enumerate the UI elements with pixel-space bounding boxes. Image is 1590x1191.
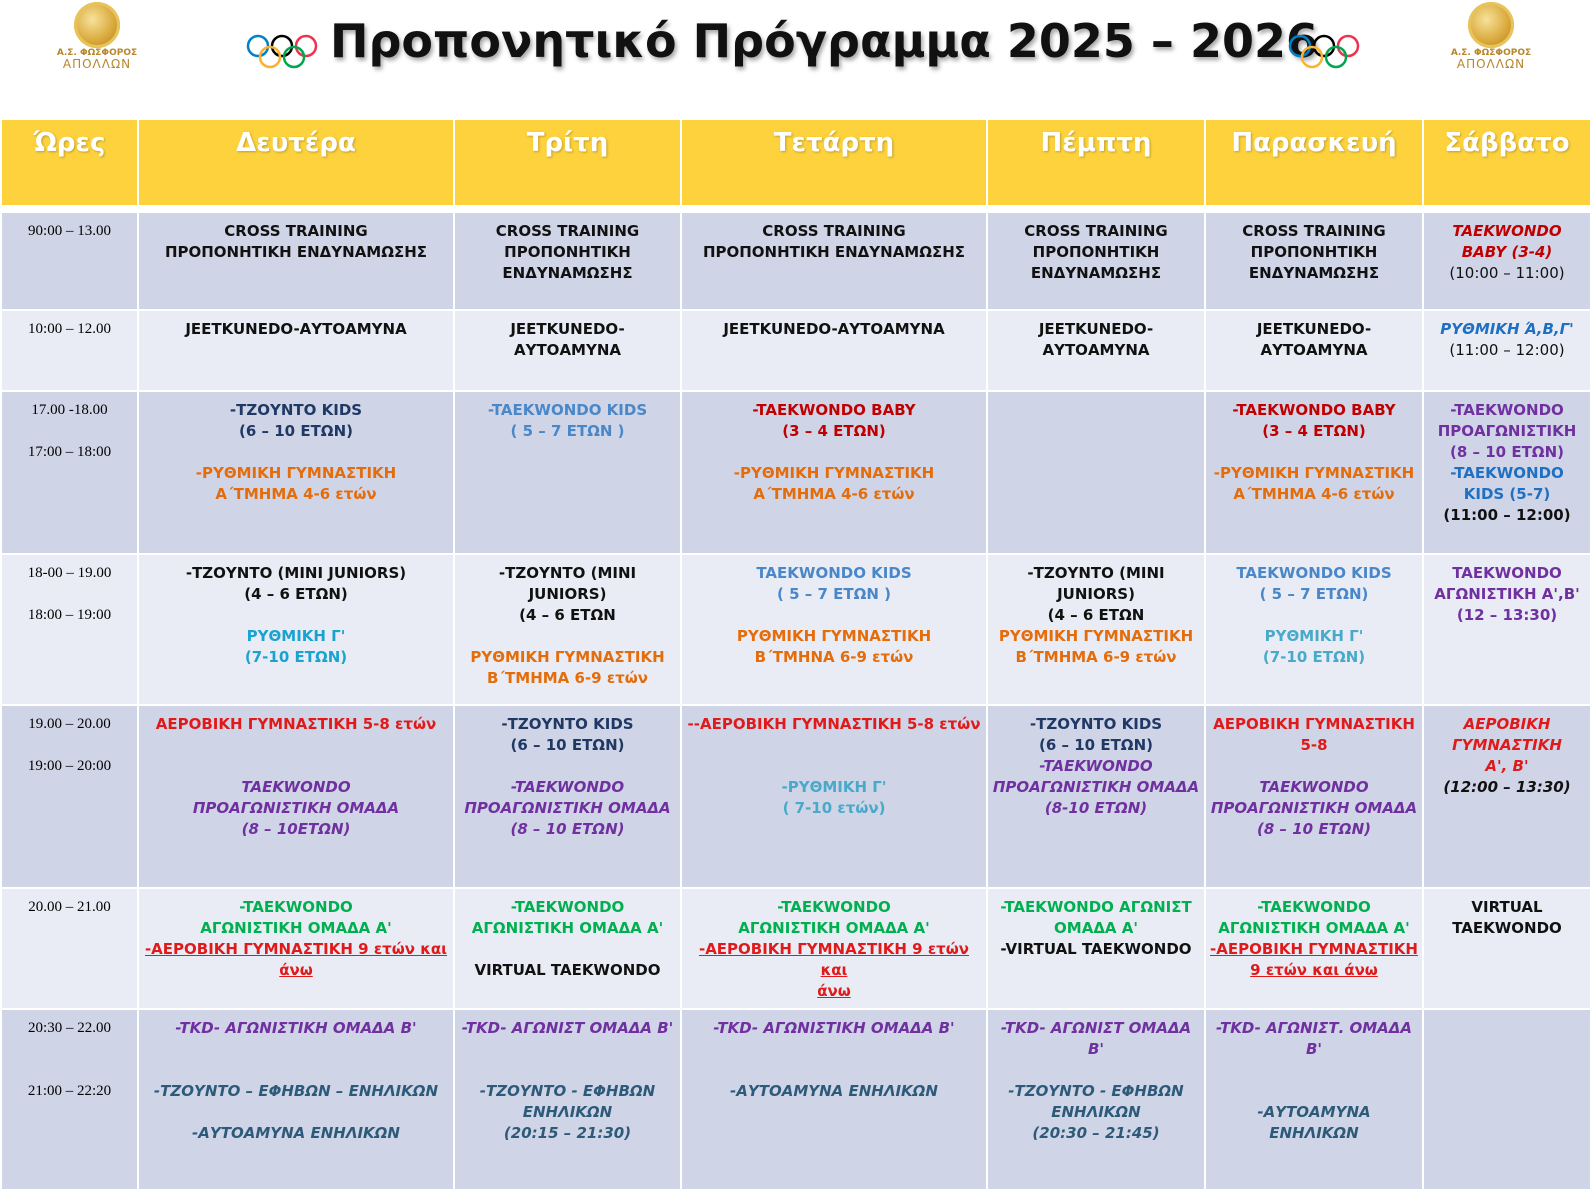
class-text: (10:00 – 11:00) xyxy=(1449,263,1565,282)
class-text: (8 – 10 ΕΤΩΝ) xyxy=(510,819,625,838)
class-text: TAEKWONDO xyxy=(1452,918,1562,937)
schedule-cell xyxy=(138,888,454,1009)
class-text: CROSS TRAINING xyxy=(1242,221,1386,240)
schedule-cell xyxy=(1205,705,1423,888)
class-text: ΡΥΘΜΙΚΗ Γ' xyxy=(246,626,346,645)
schedule-cell xyxy=(454,554,681,705)
schedule-cell xyxy=(987,1009,1205,1190)
table-row xyxy=(1,212,1590,311)
class-text: Α΄ΤΜΗΜΑ 4-6 ετών xyxy=(1233,484,1395,503)
class-text: ΠΡΟΑΓΩΝΙΣΤΙΚΗ ΟΜΑΔΑ xyxy=(992,777,1200,796)
class-text: (11:00 – 12:00) xyxy=(1449,341,1565,360)
class-text: JEETKUNEDO- xyxy=(1038,320,1154,339)
class-text: JEETKUNEDO- xyxy=(1256,320,1372,339)
class-text: -TAEKWONDO BABY xyxy=(752,400,916,419)
class-text: ΠΡΟΠΟΝΗΤΙΚΗ xyxy=(1032,242,1160,261)
class-text: -ΑΥΤΟΑΜΥΝΑ xyxy=(1257,1102,1371,1121)
schedule-cell xyxy=(681,554,987,705)
class-text: ΕΝΔΥΝΑΜΩΣΗΣ xyxy=(1030,263,1162,282)
time-text: 90:00 – 13.00 xyxy=(28,222,111,239)
time-cell xyxy=(1,1009,138,1190)
class-text: -TAEKWONDO xyxy=(510,777,625,796)
class-text: -TAEKWONDO ΑΓΩΝΙΣΤ xyxy=(1000,897,1192,916)
class-text: -ΤΖΟΥΝΤΟ KIDS xyxy=(1029,714,1163,733)
class-text: ΑΥΤΟΑΜΥΝΑ xyxy=(513,341,621,360)
time-text: 18:00 – 19:00 xyxy=(27,606,112,623)
time-cell xyxy=(1,212,138,311)
page-title: Προπονητικό Πρόγραμμα 2025 – 2026 xyxy=(330,14,1318,68)
logo-caption-left: Α.Σ. ΦΩΣΦΟΡΟΣ xyxy=(56,48,138,58)
class-text: (4 – 6 ΕΤΩΝ) xyxy=(244,584,348,603)
schedule-cell xyxy=(681,1009,987,1190)
class-text: -TKD- ΑΓΩΝΙΣΤ. ΟΜΑΔΑ xyxy=(1215,1018,1412,1037)
class-text: 5-8 xyxy=(1300,735,1328,754)
olympic-rings-icon xyxy=(246,32,318,72)
club-logo-icon xyxy=(1468,2,1514,48)
schedule-cell xyxy=(1205,1009,1423,1190)
logo-name-left: ΑΠΟΛΛΩΝ xyxy=(62,57,132,71)
col-header-friday: Παρασκευή xyxy=(1205,119,1423,206)
class-text: -TAEKWONDO xyxy=(510,897,625,916)
col-header-thursday: Πέμπτη xyxy=(987,119,1205,206)
col-header-monday: Δευτέρα xyxy=(138,119,454,206)
class-text: ΠΡΟΠΟΝΗΤΙΚΗ xyxy=(1250,242,1378,261)
class-text: Α΄ΤΜΗΜΑ 4-6 ετών xyxy=(753,484,915,503)
class-text: ΑΓΩΝΙΣΤΙΚΗ ΟΜΑΔΑ Α' xyxy=(1218,918,1410,937)
schedule-table xyxy=(0,118,1590,1191)
schedule-cell xyxy=(1205,554,1423,705)
table-row xyxy=(1,391,1590,554)
col-header-wednesday: Τετάρτη xyxy=(681,119,987,206)
time-text: 17:00 – 18:00 xyxy=(27,443,112,460)
time-cell xyxy=(1,554,138,705)
schedule-cell xyxy=(1423,705,1590,888)
class-text: (8 – 10 ΕΤΩΝ) xyxy=(1257,819,1371,838)
page-header xyxy=(0,0,1590,118)
class-text: (8 – 10ΕΤΩΝ) xyxy=(241,819,351,838)
class-text: -TAEKWONDO BABY xyxy=(1232,400,1396,419)
class-text: Α', Β' xyxy=(1485,756,1529,775)
class-text: ΠΡΟΠΟΝΗΤΙΚΗ ΕΝΔΥΝΑΜΩΣΗΣ xyxy=(702,242,966,261)
class-text: ΠΡΟΑΓΩΝΙΣΤΙΚΗ ΟΜΑΔΑ xyxy=(464,798,671,817)
class-text: -TAEKWONDO xyxy=(1450,400,1564,419)
class-text: -ΤΖΟΥΝΤΟ KIDS xyxy=(501,714,634,733)
class-text: -ΤΖΟΥΝΤΟ (MINI xyxy=(1027,563,1165,582)
class-text: TAEKWONDO KIDS xyxy=(756,563,912,582)
class-text: -ΡΥΘΜΙΚΗ ΓΥΜΝΑΣΤΙΚΗ xyxy=(195,463,397,482)
schedule-cell xyxy=(138,391,454,554)
club-logo-icon xyxy=(74,2,120,48)
class-text: (6 – 10 ΕΤΩΝ) xyxy=(239,421,353,440)
class-text: -ΤΖΟΥΝΤΟ - ΕΦΗΒΩΝ xyxy=(479,1081,656,1100)
class-text: -TAEKWONDO xyxy=(239,897,353,916)
table-row xyxy=(1,1009,1590,1190)
schedule-cell xyxy=(454,391,681,554)
club-logo-left xyxy=(58,2,136,72)
club-logo-right xyxy=(1452,2,1530,72)
class-text: Β' xyxy=(1087,1039,1105,1058)
class-text: Β' xyxy=(1305,1039,1323,1058)
class-text: ( 5 – 7 ΕΤΩΝ) xyxy=(1259,584,1369,603)
class-text: ΕΝΗΛΙΚΩΝ xyxy=(1269,1123,1359,1142)
schedule-cell xyxy=(681,888,987,1009)
class-text: -TAEKWONDO xyxy=(1257,897,1371,916)
class-text: ΡΥΘΜΙΚΗ Ά,Β,Γ' xyxy=(1440,320,1574,339)
time-text: 17.00 -18.00 xyxy=(31,401,108,418)
class-text: ΡΥΘΜΙΚΗ Γ' xyxy=(1264,626,1364,645)
class-text: -TKD- ΑΓΩΝΙΣΤΙΚΗ ΟΜΑΔΑ Β' xyxy=(713,1018,955,1037)
class-text: KIDS (5-7) xyxy=(1463,484,1551,503)
schedule-cell xyxy=(1423,212,1590,311)
class-text: Β΄ΤΜΗΝΑ 6-9 ετών xyxy=(754,647,914,666)
class-text: (4 – 6 ΕΤΩΝ xyxy=(1047,605,1145,624)
class-text: CROSS TRAINING xyxy=(224,221,368,240)
class-text: ΠΡΟΠΟΝΗΤΙΚΗ ΕΝΔΥΝΑΜΩΣΗΣ xyxy=(164,242,428,261)
class-text: (7-10 ΕΤΩΝ) xyxy=(1262,647,1366,666)
class-text: (6 – 10 ΕΤΩΝ) xyxy=(1039,735,1153,754)
class-text: ΡΥΘΜΙΚΗ ΓΥΜΝΑΣΤΙΚΗ xyxy=(736,626,932,645)
schedule-cell xyxy=(1205,391,1423,554)
class-text: -TAEKWONDO xyxy=(777,897,891,916)
class-text: (3 – 4 ΕΤΩΝ) xyxy=(782,421,886,440)
class-text: ΕΝΔΥΝΑΜΩΣΗΣ xyxy=(502,263,633,282)
class-text: ΑΕΡΟΒΙΚΗ xyxy=(1463,714,1551,733)
schedule-cell xyxy=(1423,391,1590,554)
class-text: Β΄ΤΜΗΜΑ 6-9 ετών xyxy=(486,668,649,687)
class-text: TAEKWONDO xyxy=(241,777,351,796)
class-text: ( 5 – 7 ΕΤΩΝ ) xyxy=(777,584,891,603)
class-text: ΠΡΟΑΓΩΝΙΣΤΙΚΗ xyxy=(1437,421,1577,440)
class-text: Β΄ΤΜΗΜΑ 6-9 ετών xyxy=(1015,647,1177,666)
class-text: -ΤΖΟΥΝΤΟ KIDS xyxy=(229,400,363,419)
time-text: 21:00 – 22:20 xyxy=(27,1082,112,1099)
schedule-cell xyxy=(138,705,454,888)
schedule-cell xyxy=(454,310,681,391)
class-text: ΟΜΑΔΑ Α' xyxy=(1054,918,1138,937)
class-text: ΠΡΟΠΟΝΗΤΙΚΗ xyxy=(504,242,631,261)
class-text: ΕΝΔΥΝΑΜΩΣΗΣ xyxy=(1248,263,1380,282)
schedule-cell xyxy=(454,705,681,888)
class-text: άνω xyxy=(817,981,851,1000)
col-header-tuesday: Τρίτη xyxy=(454,119,681,206)
class-text: ΑΥΤΟΑΜΥΝΑ xyxy=(1042,341,1150,360)
class-text: -ΑΕΡΟΒΙΚΗ ΓΥΜΝΑΣΤΙΚΗ 9 ετών και xyxy=(698,939,970,979)
class-text: TAEKWONDO KIDS xyxy=(1236,563,1392,582)
schedule-cell-empty xyxy=(987,391,1205,554)
class-text: (20:30 – 21:45) xyxy=(1032,1123,1160,1142)
class-text: -ΑΥΤΟΑΜΥΝΑ ΕΝΗΛΙΚΩΝ xyxy=(730,1081,938,1100)
class-text: JEETKUNEDO- xyxy=(510,320,625,339)
class-text: ΑΕΡΟΒΙΚΗ ΓΥΜΝΑΣΤΙΚΗ 5-8 ετών xyxy=(155,714,437,733)
schedule-cell xyxy=(1423,554,1590,705)
schedule-cell xyxy=(454,888,681,1009)
time-text: 10:00 – 12.00 xyxy=(28,321,111,338)
time-text: 19.00 – 20.00 xyxy=(28,715,111,732)
class-text: ΑΥΤΟΑΜΥΝΑ xyxy=(1260,341,1368,360)
class-text: ΑΓΩΝΙΣΤΙΚΗ ΟΜΑΔΑ Α' xyxy=(200,918,392,937)
class-text: CROSS TRAINING xyxy=(1024,221,1168,240)
schedule-cell xyxy=(138,212,454,311)
table-row xyxy=(1,310,1590,391)
class-text: ΡΥΘΜΙΚΗ ΓΥΜΝΑΣΤΙΚΗ xyxy=(998,626,1194,645)
class-text: ΠΡΟΑΓΩΝΙΣΤΙΚΗ ΟΜΑΔΑ xyxy=(1210,798,1418,817)
class-text: ΕΝΗΛΙΚΩΝ xyxy=(522,1102,613,1121)
class-text: (3 – 4 ΕΤΩΝ) xyxy=(1262,421,1366,440)
col-header-saturday: Σάββατο xyxy=(1423,119,1590,206)
time-cell xyxy=(1,705,138,888)
col-header-hours: Ώρες xyxy=(1,119,138,206)
class-text: -ΑΕΡΟΒΙΚΗ ΓΥΜΝΑΣΤΙΚΗ 9 ετών και xyxy=(144,939,448,958)
schedule-cell xyxy=(987,212,1205,311)
class-text: -TAEKWONDO xyxy=(1450,463,1564,482)
class-text: ΑΓΩΝΙΣΤΙΚΗ ΟΜΑΔΑ Α' xyxy=(471,918,664,937)
class-text: (12:00 – 13:30) xyxy=(1443,777,1571,796)
time-cell xyxy=(1,888,138,1009)
class-text: JEETKUNEDO-ΑΥΤΟΑΜΥΝΑ xyxy=(723,320,945,339)
schedule-cell-empty xyxy=(1423,1009,1590,1190)
schedule-cell xyxy=(454,1009,681,1190)
class-text: ( 5 – 7 ΕΤΩΝ ) xyxy=(510,421,625,440)
class-text: ΑΕΡΟΒΙΚΗ ΓΥΜΝΑΣΤΙΚΗ xyxy=(1213,714,1415,733)
class-text: (12 – 13:30) xyxy=(1456,605,1558,624)
class-text: -ΑΥΤΟΑΜΥΝΑ ΕΝΗΛΙΚΩΝ xyxy=(192,1123,400,1142)
schedule-cell xyxy=(138,310,454,391)
class-text: -TKD- ΑΓΩΝΙΣΤ ΟΜΑΔΑ Β' xyxy=(461,1018,674,1037)
class-text: -ΡΥΘΜΙΚΗ ΓΥΜΝΑΣΤΙΚΗ xyxy=(733,463,935,482)
class-text: --ΑΕΡΟΒΙΚΗ ΓΥΜΝΑΣΤΙΚΗ 5-8 ετών xyxy=(687,714,981,733)
class-text: (7-10 ΕΤΩΝ) xyxy=(244,647,348,666)
class-text: TAEKWONDO xyxy=(1452,563,1562,582)
class-text: ΡΥΘΜΙΚΗ ΓΥΜΝΑΣΤΙΚΗ xyxy=(470,647,665,666)
class-text: TAEKWONDO xyxy=(1259,777,1369,796)
schedule-cell xyxy=(681,391,987,554)
class-text: -TAEKWONDO KIDS xyxy=(487,400,648,419)
class-text: Α΄ΤΜΗΜΑ 4-6 ετών xyxy=(215,484,377,503)
class-text: (20:15 – 21:30) xyxy=(503,1123,632,1142)
schedule-cell xyxy=(1205,212,1423,311)
class-text: (8 – 10 ΕΤΩΝ) xyxy=(1450,442,1564,461)
schedule-cell xyxy=(138,554,454,705)
logo-caption-right: Α.Σ. ΦΩΣΦΟΡΟΣ xyxy=(1450,48,1532,58)
class-text: TAEKWONDO xyxy=(1452,221,1562,240)
class-text: -ΡΥΘΜΙΚΗ ΓΥΜΝΑΣΤΙΚΗ xyxy=(1213,463,1415,482)
class-text: (4 – 6 ΕΤΩΝ xyxy=(519,605,616,624)
table-header-row xyxy=(1,119,1590,206)
table-row xyxy=(1,554,1590,705)
time-text: 18-00 – 19.00 xyxy=(27,564,112,581)
class-text: VIRTUAL xyxy=(1471,897,1543,916)
schedule-cell xyxy=(1205,310,1423,391)
class-text: -ΑΕΡΟΒΙΚΗ ΓΥΜΝΑΣΤΙΚΗ xyxy=(1210,939,1418,958)
class-text: -ΤΖΟΥΝΤΟ (MINI JUNIORS) xyxy=(185,563,407,582)
class-text: ΕΝΗΛΙΚΩΝ xyxy=(1051,1102,1141,1121)
schedule-cell xyxy=(454,212,681,311)
logo-name-right: ΑΠΟΛΛΩΝ xyxy=(1456,57,1526,71)
class-text: -ΤΖΟΥΝΤΟ (MINI JUNIORS) xyxy=(498,563,637,603)
time-text: 20.00 – 21.00 xyxy=(28,898,111,915)
class-text: (6 – 10 ΕΤΩΝ) xyxy=(510,735,625,754)
olympic-rings-icon xyxy=(1288,32,1360,72)
class-text: ΑΓΩΝΙΣΤΙΚΗ Α',Β' xyxy=(1434,584,1580,603)
schedule-cell xyxy=(1205,888,1423,1009)
schedule-cell xyxy=(987,888,1205,1009)
class-text: -TKD- ΑΓΩΝΙΣΤΙΚΗ ΟΜΑΔΑ Β' xyxy=(175,1018,417,1037)
class-text: BABY (3-4) xyxy=(1461,242,1553,261)
schedule-cell xyxy=(1423,310,1590,391)
schedule-cell xyxy=(987,310,1205,391)
class-text: CROSS TRAINING xyxy=(762,221,906,240)
class-text: -ΤΖΟΥΝΤΟ – ΕΦΗΒΩΝ – ΕΝΗΛΙΚΩΝ xyxy=(153,1081,439,1100)
schedule-cell xyxy=(987,705,1205,888)
schedule-cell xyxy=(681,310,987,391)
class-text: -ΡΥΘΜΙΚΗ Γ' xyxy=(781,777,887,796)
class-text: VIRTUAL TAEKWONDO xyxy=(474,960,661,979)
table-row xyxy=(1,888,1590,1009)
class-text: 9 ετών και άνω xyxy=(1250,960,1378,979)
class-text: CROSS TRAINING xyxy=(495,221,640,240)
class-text: ΠΡΟΑΓΩΝΙΣΤΙΚΗ ΟΜΑΔΑ xyxy=(192,798,400,817)
class-text: JEETKUNEDO-ΑΥΤΟΑΜΥΝΑ xyxy=(185,320,407,339)
schedule-cell xyxy=(138,1009,454,1190)
class-text: (11:00 – 12:00) xyxy=(1443,505,1571,524)
class-text: JUNIORS) xyxy=(1057,584,1135,603)
time-cell xyxy=(1,310,138,391)
class-text: ( 7-10 ετών) xyxy=(782,798,886,817)
table-row xyxy=(1,705,1590,888)
schedule-cell xyxy=(1423,888,1590,1009)
schedule-cell xyxy=(681,212,987,311)
schedule-cell xyxy=(987,554,1205,705)
time-text: 19:00 – 20:00 xyxy=(27,757,112,774)
class-text: άνω xyxy=(279,960,313,979)
time-text: 20:30 – 22.00 xyxy=(28,1019,111,1036)
time-cell xyxy=(1,391,138,554)
schedule-cell xyxy=(681,705,987,888)
class-text: -VIRTUAL TAEKWONDO xyxy=(1000,939,1192,958)
class-text: -ΤΖΟΥΝΤΟ - ΕΦΗΒΩΝ xyxy=(1008,1081,1184,1100)
class-text: ΓΥΜΝΑΣΤΙΚΗ xyxy=(1452,735,1562,754)
class-text: -TAEKWONDO xyxy=(1039,756,1153,775)
class-text: (8-10 ΕΤΩΝ) xyxy=(1044,798,1148,817)
class-text: ΑΓΩΝΙΣΤΙΚΗ ΟΜΑΔΑ Α' xyxy=(738,918,930,937)
class-text: -TKD- ΑΓΩΝΙΣΤ ΟΜΑΔΑ xyxy=(1000,1018,1192,1037)
